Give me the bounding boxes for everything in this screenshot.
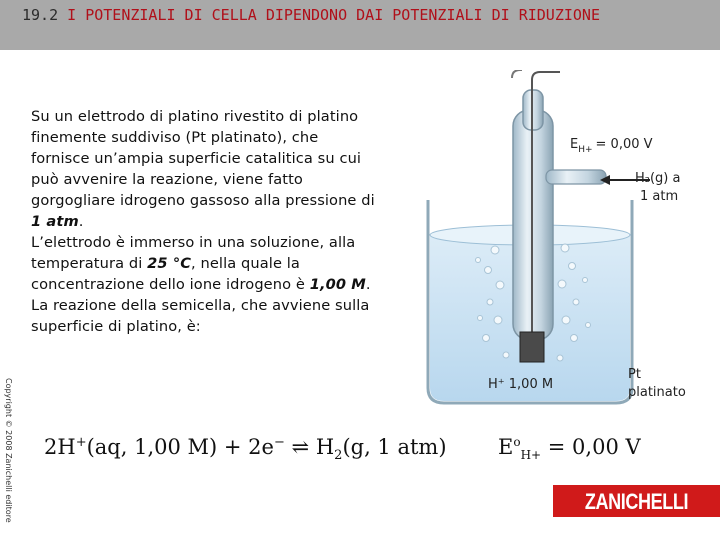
body-text [31,106,376,337]
e-label: $E_{H+} = 0,00$ V [570,137,653,155]
paragraph-1-text: Su un elettrodo di platino rivestito di platino finemente suddiviso (Pt platinato), che fornisce un’ampia superficie catalitica su cui può avvenire la reazione, viene fatto gorgogliare idrogeno gassoso alla pressione di [31,108,375,209]
half-reaction-equation [44,435,447,463]
h2-pressure-label: 1 atm [640,189,679,204]
copyright-note [2,378,14,523]
paragraph-1-end: . [78,213,84,230]
section-number: 19.2 [22,6,59,24]
equilibrium-arrow: ⇌ [284,435,316,459]
paragraph-2-middle: , nella quale la concentrazione dello ione idrogeno è [31,255,310,293]
section-title: I POTENZIALI DI CELLA DIPENDONO DAI POTENZIALI DI RIDUZIONE [67,6,600,24]
potential-superscript: o [513,435,521,449]
temperature-value: 25 °C [147,255,192,272]
equation-lhs-charge: + [75,435,87,450]
hplus-concentration-label: H⁺ 1,00 M [488,377,554,392]
pt-label: Pt [628,367,641,382]
logo-text: ZANICHELLI [584,489,689,514]
h2-gas-label: H₂(g) a [635,171,681,186]
hydrogen-electrode-diagram [420,70,710,410]
pt-platinato-label: platinato [628,385,686,400]
electrode-illustration [420,70,710,410]
copyright-text: Copyright © 2008 Zanichelli editore [4,378,13,523]
pressure-value: 1 atm [31,213,79,230]
paragraph-2-text: L’elettrodo è immerso in una soluzione, alla temperatura di [31,234,356,272]
concentration-value: 1,00 M [309,276,366,293]
slide-title [22,6,702,25]
standard-potential [498,435,641,462]
potential-subscript: H+ [520,448,542,463]
equation-electron-charge: − [273,435,285,450]
zanichelli-logo [553,485,720,517]
title-bar [0,0,720,50]
potential-value: = 0,00 V [541,435,641,459]
equation-rhs-species: H [315,435,335,459]
equation-rhs-state: (g, 1 atm) [342,435,447,459]
equation-lhs-state: (aq, 1,00 M) + 2e [86,435,274,459]
equation-lhs-ion: 2H [44,435,76,459]
potential-symbol: E [498,435,514,459]
paragraph-2-end: . La reazione della semicella, che avviene sulla superficie di platino, è: [31,276,371,335]
equation-rhs-subscript: 2 [334,448,343,464]
platinum-electrode [520,332,544,362]
